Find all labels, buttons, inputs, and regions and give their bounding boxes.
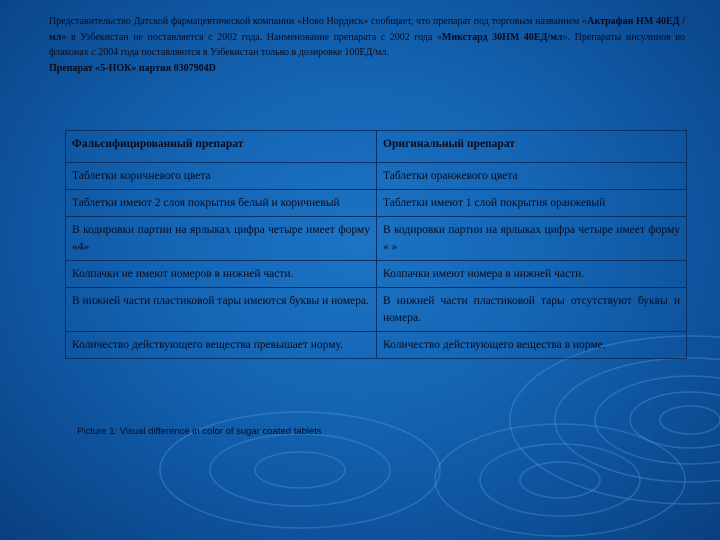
intro-text-end: ». Препараты инсулинов во флаконах с 2004 года поставляются в Узбекистан только в дозировке 100ЕД/мл. (49, 31, 686, 58)
cell-fake: Колпачки не имеют номеров в нижней части. (66, 261, 377, 288)
cell-fake: Таблетки коричневого цвета (66, 163, 377, 190)
table-row (66, 288, 687, 332)
cell-original: В кодировки партии на ярлыках цифра четыре имеет форму « » (377, 217, 687, 261)
table-row (66, 217, 687, 261)
picture-caption: Picture 1: Visual difference in color of sugar coated tablets (77, 426, 322, 437)
table-row (66, 332, 687, 359)
table-row (66, 261, 687, 288)
intro-paragraph (49, 14, 685, 76)
table-header-row (66, 131, 687, 163)
intro-text-middle: » в Узбекистан не поставляется с 2002 года. Наименование препарата с 2002 года « (61, 31, 442, 43)
lot-line: Препарат «5-НОК» партия 0307904D (49, 62, 216, 74)
cell-original: Количество действующего вещества в норме. (377, 332, 687, 359)
cell-fake: В нижней части пластиковой тары имеются буквы и номера. (66, 288, 377, 332)
cell-original: Колпачки имеют номера в нижней части. (377, 261, 687, 288)
comparison-table (65, 130, 687, 359)
cell-original: Таблетки оранжевого цвета (377, 163, 687, 190)
cell-fake: В кодировки партии на ярлыках цифра четыре имеет форму «4» (66, 217, 377, 261)
header-fake: Фальсифицированный препарат (66, 131, 377, 163)
cell-original: Таблетки имеют 1 слой покрытия оранжевый (377, 190, 687, 217)
table-row (66, 163, 687, 190)
cell-original: В нижней части пластиковой тары отсутствуют буквы и номера. (377, 288, 687, 332)
table-row (66, 190, 687, 217)
product-name-mixtard: Микстард 30НМ 40ЕД/мл (441, 31, 563, 43)
product-name-actrafan: Актрафан НМ 40ЕД /мл (49, 16, 685, 43)
cell-fake: Количество действующего вещества превышает норму. (66, 332, 377, 359)
header-original: Оригинальный препарат (377, 131, 687, 163)
intro-text-start: Представительство Датской фармацевтической компании «Ново Нордиск» сообщает, что препарат под торговым названием « (49, 16, 588, 27)
cell-fake: Таблетки имеют 2 слоя покрытия белый и коричневый (66, 190, 377, 217)
